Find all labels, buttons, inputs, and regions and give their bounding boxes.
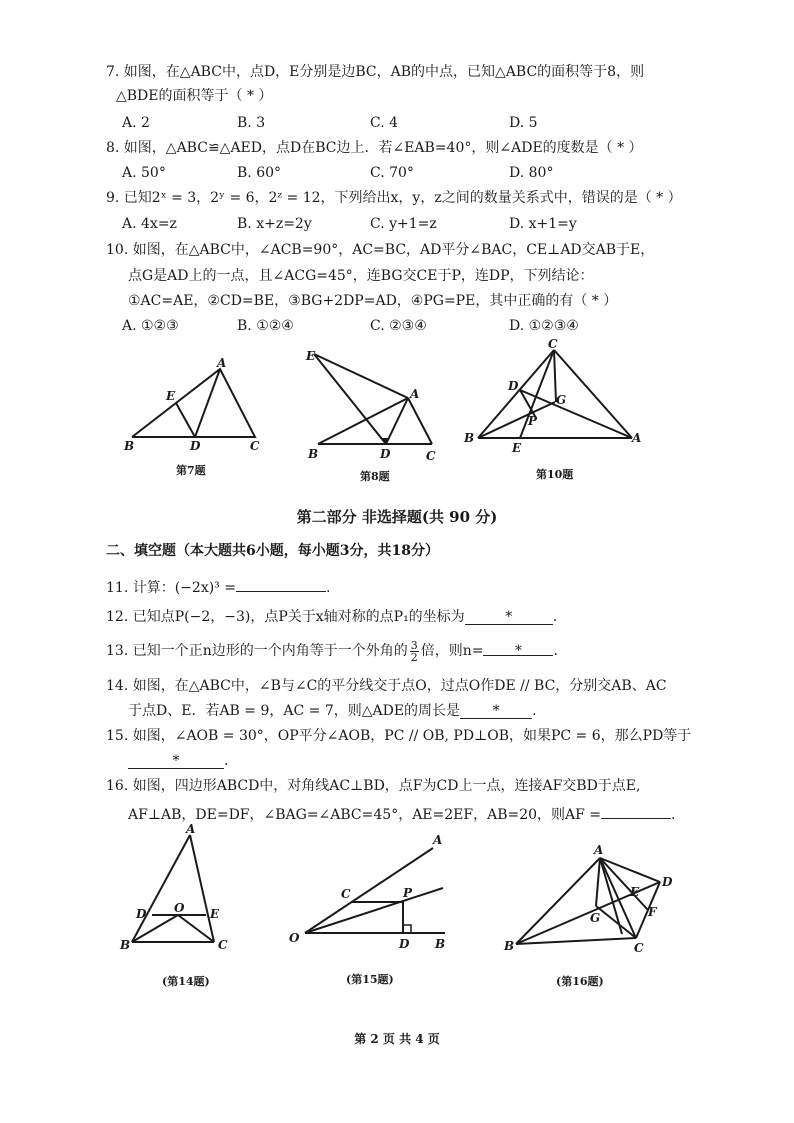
q15-line1: 15. 如图，∠AOB = 30°，OP平分∠AOB，PC // OB, PD⊥OB，如果PC = 6，那么PD等于: [106, 728, 692, 744]
fig10-label-p: P: [528, 414, 538, 428]
fig8-label-c: C: [426, 449, 436, 463]
caption-fig7: 第7题: [176, 464, 206, 477]
q16-text: AF⊥AB，DE=DF，∠BAG=∠ABC=45°，AE=2EF，AB=20，则AF =: [128, 807, 602, 823]
fig15-label-c: C: [341, 887, 351, 901]
figure-q10: [460, 338, 650, 460]
q10-line2: 点G是AD上的一点，且∠ACG=45°，连BG交CE于P，连DP，下列结论：: [128, 268, 594, 284]
figure-q14: [110, 822, 240, 955]
q7-option-a: A. 2: [122, 115, 150, 131]
caption-fig16: (第16题): [556, 975, 604, 988]
q16-suffix: .: [671, 807, 676, 823]
fig16-label-a: A: [594, 843, 604, 857]
q12: [106, 607, 557, 627]
q12-answer-blank[interactable]: *: [465, 607, 553, 625]
fig8-label-a: A: [410, 387, 420, 401]
fig14-label-c: C: [218, 938, 228, 952]
q7-line1: 7. 如图，在△ABC中，点D，E分别是边BC，AB的中点，已知△ABC的面积等于8，则: [106, 64, 645, 80]
fig10-label-g: G: [556, 393, 567, 407]
q16-line2: [128, 801, 676, 825]
figure-q16: [500, 840, 680, 960]
fig16-label-d: D: [662, 875, 673, 889]
caption-fig14: (第14题): [162, 975, 210, 988]
q9-line1: 9. 已知2ˣ = 3，2ʸ = 6，2ᶻ = 12，下列给出x，y，z之间的数量关系式中，错误的是（ * ）: [106, 190, 682, 206]
fig7-label-c: C: [250, 439, 260, 453]
fig7-label-e: E: [166, 389, 176, 403]
q16-answer-blank[interactable]: [601, 801, 671, 819]
fig15-label-a: A: [433, 833, 443, 847]
q10-option-a: A. ①②③: [122, 318, 179, 334]
q16-line1: 16. 如图，四边形ABCD中，对角线AC⊥BD，点F为CD上一点，连接AF交BD于点E,: [106, 778, 641, 794]
q10-line1: 10. 如图，在△ABC中，∠ACB=90°，AC=BC，AD平分∠BAC，CE⊥AD交AB于E，: [106, 242, 655, 258]
fig14-label-b: B: [120, 938, 131, 952]
fig16-label-c: C: [634, 941, 644, 955]
q10-option-c: C. ②③④: [370, 318, 427, 334]
fig16-label-g: G: [590, 911, 601, 925]
q7-option-b: B. 3: [237, 115, 266, 131]
figure-q7: [120, 355, 280, 460]
q8-option-a: A. 50°: [122, 165, 166, 181]
q11-text: 11. 计算：(−2x)³ =: [106, 580, 236, 596]
fig14-label-a: A: [186, 822, 196, 836]
q13-middle: 倍，则n=: [420, 643, 484, 659]
fig10-label-d: D: [508, 379, 519, 393]
q7-line2: △BDE的面积等于（ * ）: [116, 88, 273, 104]
fig10-label-b: B: [464, 431, 475, 445]
fig14-label-e: E: [210, 907, 220, 921]
q7-option-c: C. 4: [370, 115, 399, 131]
page-footer: 第 2 页 共 4 页: [354, 1032, 440, 1046]
fig15-label-d: D: [399, 937, 410, 951]
figure-q8: [300, 348, 450, 463]
figure-q15: [285, 830, 455, 955]
fig16-label-e: E: [630, 885, 640, 899]
q13-text: 13. 已知一个正n边形的一个内角等于一个外角的: [106, 643, 408, 659]
q14-line1: 14. 如图，在△ABC中，∠B与∠C的平分线交于点O，过点O作DE // BC，分别交AB、AC: [106, 678, 667, 694]
q11-suffix: .: [325, 580, 331, 596]
q13-suffix: .: [553, 643, 558, 659]
fig8-label-b: B: [308, 447, 319, 461]
fig7-label-d: D: [190, 439, 201, 453]
q7-option-d: D. 5: [509, 115, 538, 131]
q12-text: 12. 已知点P(−2，−3)，点P关于x轴对称的点P₁的坐标为: [106, 609, 465, 625]
fig8-label-d: D: [380, 447, 391, 461]
q13-fraction-num: 3: [410, 638, 418, 652]
q12-suffix: .: [552, 609, 558, 625]
fig15-label-b: B: [435, 937, 446, 951]
caption-fig15: (第15题): [346, 973, 394, 986]
q9-option-b: B. x+z=2y: [237, 216, 312, 232]
q10-line3: ①AC=AE，②CD=BE，③BG+2DP=AD，④PG=PE，其中正确的有（ * ）: [128, 293, 618, 309]
q11-answer-blank[interactable]: [236, 574, 326, 592]
fig14-label-o: O: [174, 901, 185, 915]
fig16-label-b: B: [504, 939, 515, 953]
q14-line2: [128, 701, 537, 721]
caption-fig8: 第8题: [360, 470, 390, 483]
q14-answer-blank[interactable]: *: [460, 701, 532, 719]
q15-answer-blank[interactable]: *: [128, 751, 224, 769]
fig10-label-a: A: [632, 431, 642, 445]
q9-option-c: C. y+1=z: [370, 216, 437, 232]
fig10-label-e: E: [512, 441, 522, 455]
q15-line2: [128, 751, 228, 771]
fig8-label-e: E: [306, 349, 316, 363]
fig15-label-o: O: [289, 931, 300, 945]
q9-option-a: A. 4x=z: [122, 216, 177, 232]
fig7-label-a: A: [217, 356, 227, 370]
q13: [106, 638, 558, 664]
fill-in-section-heading: 二、填空题（本大题共6小题，每小题3分，共18分）: [106, 543, 439, 559]
q13-answer-blank[interactable]: *: [483, 638, 553, 656]
q15-suffix: .: [224, 753, 229, 769]
q8-option-d: D. 80°: [509, 165, 554, 181]
q8-option-c: C. 70°: [370, 165, 414, 181]
fig7-label-b: B: [124, 439, 135, 453]
q10-option-b: B. ①②④: [237, 318, 294, 334]
fig16-label-f: F: [648, 905, 657, 919]
fig10-label-c: C: [548, 337, 558, 351]
q11: [106, 574, 330, 598]
q8-option-b: B. 60°: [237, 165, 282, 181]
q8-line1: 8. 如图，△ABC≌△AED，点D在BC边上．若∠EAB=40°，则∠ADE的度数是（ * ）: [106, 140, 643, 156]
q14-suffix: .: [532, 703, 537, 719]
fig15-label-p: P: [403, 886, 413, 900]
q13-fraction: [410, 640, 419, 663]
q14-text: 于点D、E．若AB = 9，AC = 7，则△ADE的周长是: [128, 703, 461, 719]
q10-option-d: D. ①②③④: [509, 318, 579, 334]
part-two-title: 第二部分 非选择题(共 90 分): [296, 508, 498, 526]
q13-fraction-den: 2: [410, 650, 418, 664]
fig14-label-d: D: [136, 907, 147, 921]
q9-option-d: D. x+1=y: [509, 216, 577, 232]
caption-fig10: 第10题: [536, 468, 574, 481]
